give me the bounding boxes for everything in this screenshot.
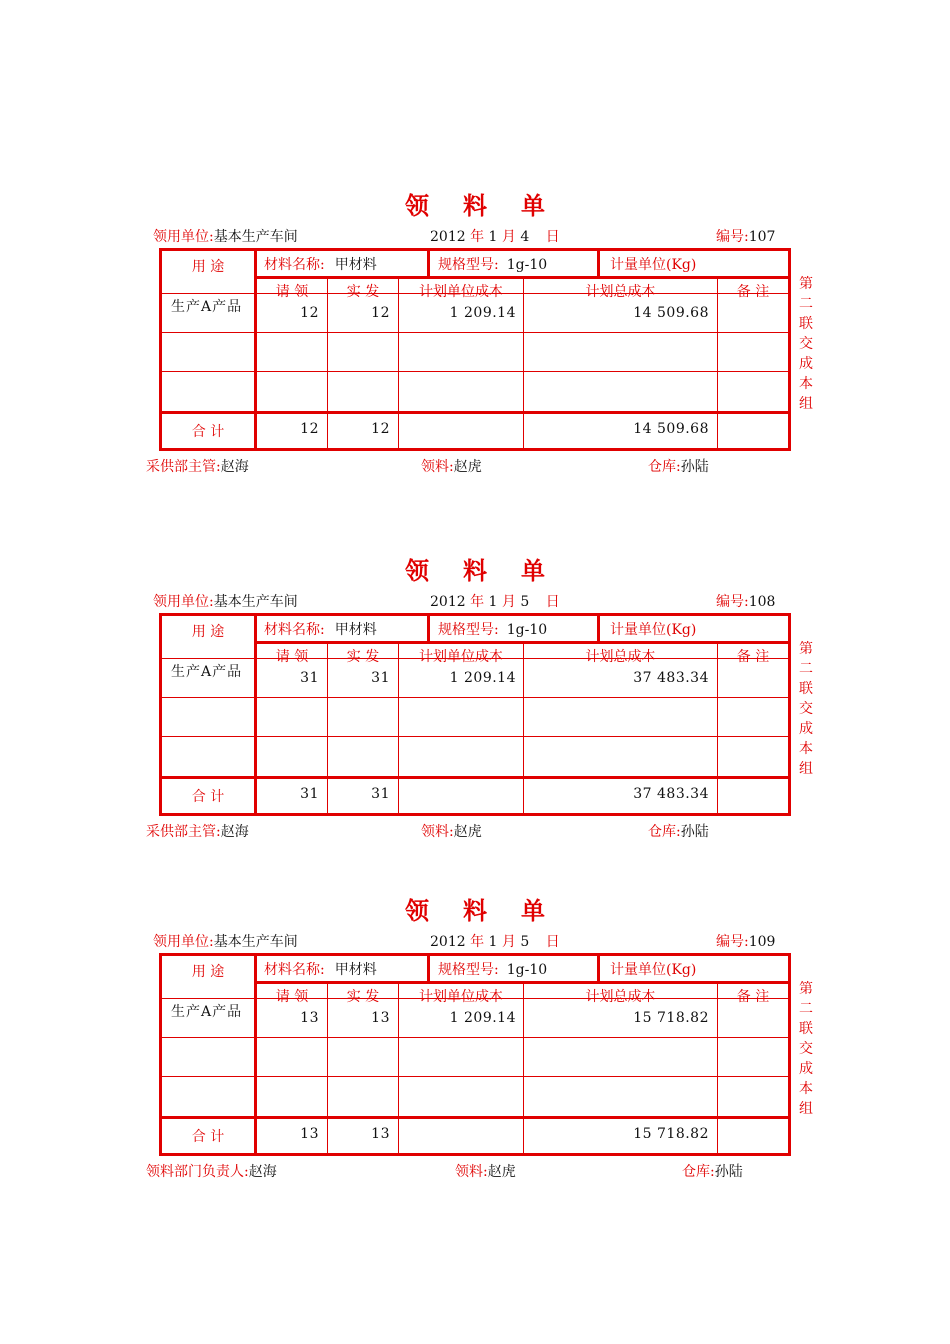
date-day: 4 <box>520 229 530 245</box>
spec-box-left <box>427 248 430 278</box>
date-field <box>430 931 560 951</box>
purpose-header-bottom <box>159 293 254 294</box>
purpose-header-bottom <box>159 658 254 659</box>
footer-warehouse <box>648 821 709 841</box>
row-total-cost: 14 509.68 <box>633 305 709 321</box>
date-month: 1 <box>488 934 498 950</box>
material-value: 甲材料 <box>334 622 377 638</box>
footer-warehouse <box>648 456 709 476</box>
row-unit-cost: 1 209.14 <box>449 1010 516 1026</box>
requisition-table <box>159 953 791 1156</box>
footer-picker <box>421 456 482 476</box>
form-title: 领料单 <box>405 897 579 925</box>
spec-label: 规格型号: <box>438 257 499 273</box>
picker-label: 领料: <box>421 459 454 475</box>
row-purpose: 生产A产品 <box>171 1004 243 1020</box>
row-request: 13 <box>300 1010 319 1026</box>
spec-box-right <box>597 248 600 278</box>
date-field <box>430 591 560 611</box>
material-value: 甲材料 <box>334 962 377 978</box>
serial-number-label: 编号: <box>716 229 749 245</box>
supervisor-label: 采供部主管: <box>146 459 221 475</box>
row-unit-cost: 1 209.14 <box>449 670 516 686</box>
row-line-1 <box>159 697 791 698</box>
col-line-4 <box>717 643 718 816</box>
year-label: 年 <box>470 229 485 245</box>
date-field <box>430 226 560 246</box>
spec-value: 1g-10 <box>506 962 548 978</box>
department-label: 领用单位: <box>153 594 214 610</box>
col-unit-cost-header: 计划单位成本 <box>419 284 503 300</box>
warehouse-label: 仓库: <box>648 824 681 840</box>
requisition-table <box>159 248 791 451</box>
row-unit-cost: 1 209.14 <box>449 305 516 321</box>
picker-label: 领料: <box>421 824 454 840</box>
total-cost: 14 509.68 <box>633 421 709 437</box>
spec-field <box>438 254 547 274</box>
total-label: 合 计 <box>191 789 225 805</box>
col-total-cost-header: 计划总成本 <box>585 989 656 1005</box>
spec-value: 1g-10 <box>506 257 548 273</box>
row-line-2 <box>159 736 791 737</box>
spec-box-right <box>597 953 600 983</box>
row-actual: 12 <box>371 305 390 321</box>
supervisor-value: 赵海 <box>248 1164 277 1180</box>
spec-box-right <box>597 613 600 643</box>
month-label: 月 <box>501 229 516 245</box>
footer-picker <box>455 1161 516 1181</box>
material-label: 材料名称: <box>264 622 325 638</box>
measure-unit-label: 计量单位(Kg) <box>610 622 697 638</box>
form-title: 领料单 <box>405 557 579 585</box>
date-day: 5 <box>520 594 530 610</box>
col-line-2 <box>398 278 399 451</box>
row-line-2 <box>159 371 791 372</box>
total-request: 13 <box>300 1126 319 1142</box>
col-actual-header: 实 发 <box>346 649 380 665</box>
department-label: 领用单位: <box>153 229 214 245</box>
spec-box-left <box>427 613 430 643</box>
serial-number-field <box>716 591 775 611</box>
total-cost: 37 483.34 <box>633 786 709 802</box>
spec-label: 规格型号: <box>438 962 499 978</box>
row-purpose: 生产A产品 <box>171 664 243 680</box>
serial-number-value: 107 <box>748 229 776 245</box>
material-field <box>264 254 377 274</box>
copy-note: 第二联交成本组 <box>799 641 813 777</box>
row-actual: 31 <box>371 670 390 686</box>
col-line-2 <box>398 983 399 1156</box>
col-request-header: 请 领 <box>275 649 309 665</box>
footer-warehouse <box>682 1161 743 1181</box>
date-month: 1 <box>488 594 498 610</box>
serial-number-field <box>716 226 775 246</box>
day-label: 日 <box>545 934 560 950</box>
day-label: 日 <box>545 594 560 610</box>
total-label: 合 计 <box>191 1129 225 1145</box>
footer-supervisor <box>146 821 249 841</box>
col-unit-cost-header: 计划单位成本 <box>419 649 503 665</box>
date-day: 5 <box>520 934 530 950</box>
supervisor-label: 领料部门负责人: <box>146 1164 249 1180</box>
col-remark-header: 备 注 <box>736 649 770 665</box>
copy-note: 第二联交成本组 <box>799 981 813 1117</box>
material-label: 材料名称: <box>264 257 325 273</box>
serial-number-field <box>716 931 775 951</box>
department-field <box>153 931 298 951</box>
measure-unit-label: 计量单位(Kg) <box>610 257 697 273</box>
year-label: 年 <box>470 934 485 950</box>
col-request-header: 请 领 <box>275 989 309 1005</box>
total-cost: 15 718.82 <box>633 1126 709 1142</box>
col-remark-header: 备 注 <box>736 284 770 300</box>
total-request: 12 <box>300 421 319 437</box>
col-unit-cost-header: 计划单位成本 <box>419 989 503 1005</box>
department-value: 基本生产车间 <box>213 594 298 610</box>
footer-supervisor <box>146 456 249 476</box>
supervisor-value: 赵海 <box>220 459 249 475</box>
col-total-cost-header: 计划总成本 <box>585 649 656 665</box>
date-year: 2012 <box>430 934 466 950</box>
department-field <box>153 226 298 246</box>
row-line-2 <box>159 1076 791 1077</box>
material-field <box>264 619 377 639</box>
row-request: 31 <box>300 670 319 686</box>
month-label: 月 <box>501 934 516 950</box>
copy-note: 第二联交成本组 <box>799 276 813 412</box>
serial-number-label: 编号: <box>716 594 749 610</box>
spec-box-left <box>427 953 430 983</box>
purpose-label: 用 途 <box>191 964 225 980</box>
total-divider <box>159 411 791 414</box>
row-total-cost: 37 483.34 <box>633 670 709 686</box>
footer-picker <box>421 821 482 841</box>
total-divider <box>159 1116 791 1119</box>
warehouse-value: 孙陆 <box>680 824 709 840</box>
row-line-1 <box>159 1037 791 1038</box>
row-purpose: 生产A产品 <box>171 299 243 315</box>
spec-label: 规格型号: <box>438 622 499 638</box>
spec-field <box>438 959 547 979</box>
year-label: 年 <box>470 594 485 610</box>
department-value: 基本生产车间 <box>213 934 298 950</box>
day-label: 日 <box>545 229 560 245</box>
supervisor-label: 采供部主管: <box>146 824 221 840</box>
picker-value: 赵虎 <box>453 459 482 475</box>
picker-label: 领料: <box>455 1164 488 1180</box>
col-actual-header: 实 发 <box>346 284 380 300</box>
col-total-cost-header: 计划总成本 <box>585 284 656 300</box>
material-value: 甲材料 <box>334 257 377 273</box>
month-label: 月 <box>501 594 516 610</box>
date-year: 2012 <box>430 594 466 610</box>
warehouse-label: 仓库: <box>682 1164 715 1180</box>
warehouse-value: 孙陆 <box>714 1164 743 1180</box>
date-year: 2012 <box>430 229 466 245</box>
requisition-table <box>159 613 791 816</box>
col-line-4 <box>717 278 718 451</box>
col-line-4 <box>717 983 718 1156</box>
warehouse-label: 仓库: <box>648 459 681 475</box>
picker-value: 赵虎 <box>487 1164 516 1180</box>
total-actual: 31 <box>371 786 390 802</box>
department-label: 领用单位: <box>153 934 214 950</box>
total-label: 合 计 <box>191 424 225 440</box>
total-request: 31 <box>300 786 319 802</box>
total-divider <box>159 776 791 779</box>
col-remark-header: 备 注 <box>736 989 770 1005</box>
col-request-header: 请 领 <box>275 284 309 300</box>
col-actual-header: 实 发 <box>346 989 380 1005</box>
serial-number-value: 109 <box>748 934 776 950</box>
footer-supervisor <box>146 1161 277 1181</box>
supervisor-value: 赵海 <box>220 824 249 840</box>
col-line-2 <box>398 643 399 816</box>
date-month: 1 <box>488 229 498 245</box>
picker-value: 赵虎 <box>453 824 482 840</box>
spec-value: 1g-10 <box>506 622 548 638</box>
purpose-label: 用 途 <box>191 259 225 275</box>
spec-field <box>438 619 547 639</box>
purpose-header-bottom <box>159 998 254 999</box>
total-actual: 13 <box>371 1126 390 1142</box>
department-value: 基本生产车间 <box>213 229 298 245</box>
material-label: 材料名称: <box>264 962 325 978</box>
purpose-label: 用 途 <box>191 624 225 640</box>
total-actual: 12 <box>371 421 390 437</box>
department-field <box>153 591 298 611</box>
serial-number-value: 108 <box>748 594 776 610</box>
serial-number-label: 编号: <box>716 934 749 950</box>
form-title: 领料单 <box>405 192 579 220</box>
warehouse-value: 孙陆 <box>680 459 709 475</box>
row-actual: 13 <box>371 1010 390 1026</box>
material-field <box>264 959 377 979</box>
measure-unit-label: 计量单位(Kg) <box>610 962 697 978</box>
row-total-cost: 15 718.82 <box>633 1010 709 1026</box>
row-line-1 <box>159 332 791 333</box>
row-request: 12 <box>300 305 319 321</box>
